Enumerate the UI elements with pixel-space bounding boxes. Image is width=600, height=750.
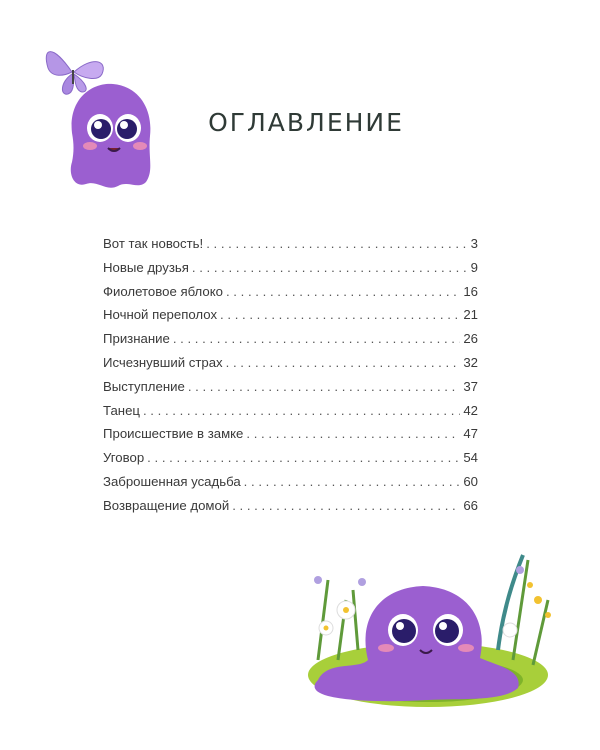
toc-entry-page: 9 <box>470 259 478 275</box>
blob-in-meadow-illustration <box>298 540 560 715</box>
toc-entry <box>103 498 478 522</box>
toc-entry-title: Исчезнувший страх <box>103 354 223 370</box>
toc-entry-title: Признание <box>103 331 170 347</box>
toc-entry-title: Уговор <box>103 450 145 466</box>
dot-leader <box>143 403 460 418</box>
toc-entry-page: 66 <box>463 497 478 513</box>
dot-leader <box>226 355 461 370</box>
toc-entry-page: 3 <box>470 236 478 251</box>
dot-leader <box>173 331 461 346</box>
toc-entry-title: Танец <box>103 402 140 418</box>
toc-entry <box>103 260 478 284</box>
toc-entry-page: 26 <box>463 331 478 347</box>
toc-entry-title: Новые друзья <box>103 259 189 275</box>
toc-entry-title: Ночной переполох <box>103 307 218 323</box>
toc-entry <box>103 307 478 331</box>
toc-entry-page: 21 <box>463 307 478 323</box>
toc-entry <box>103 355 478 379</box>
toc-entry-page: 60 <box>463 473 478 489</box>
dot-leader <box>220 307 460 322</box>
table-of-contents <box>103 236 478 522</box>
dot-leader <box>147 450 460 465</box>
toc-entry-title: Заброшенная усадьба <box>103 473 241 489</box>
page-title: ОГЛАВЛЕНИЕ <box>208 108 404 137</box>
dot-leader <box>226 284 460 299</box>
toc-entry-page: 37 <box>463 378 478 394</box>
toc-entry <box>103 426 478 450</box>
toc-entry <box>103 450 478 474</box>
toc-entry <box>103 403 478 427</box>
toc-entry-title: Выступление <box>103 378 185 394</box>
dot-leader <box>206 236 467 251</box>
toc-entry <box>103 284 478 308</box>
toc-entry-page: 16 <box>463 283 478 299</box>
toc-entry-title: Вот так новость! <box>103 236 204 251</box>
toc-entry <box>103 379 478 403</box>
toc-entry-page: 42 <box>463 402 478 418</box>
dot-leader <box>246 426 460 441</box>
toc-entry-page: 32 <box>463 354 478 370</box>
toc-entry-page: 54 <box>463 450 478 466</box>
toc-entry <box>103 236 478 260</box>
dot-leader <box>188 379 461 394</box>
dot-leader <box>192 260 468 275</box>
toc-entry-title: Происшествие в замке <box>103 426 244 442</box>
dot-leader <box>232 498 460 513</box>
toc-entry-title: Фиолетовое яблоко <box>103 283 223 299</box>
toc-entry <box>103 331 478 355</box>
toc-entry <box>103 474 478 498</box>
toc-entry-title: Возвращение домой <box>103 497 230 513</box>
dot-leader <box>244 474 461 489</box>
toc-entry-page: 47 <box>463 426 478 442</box>
